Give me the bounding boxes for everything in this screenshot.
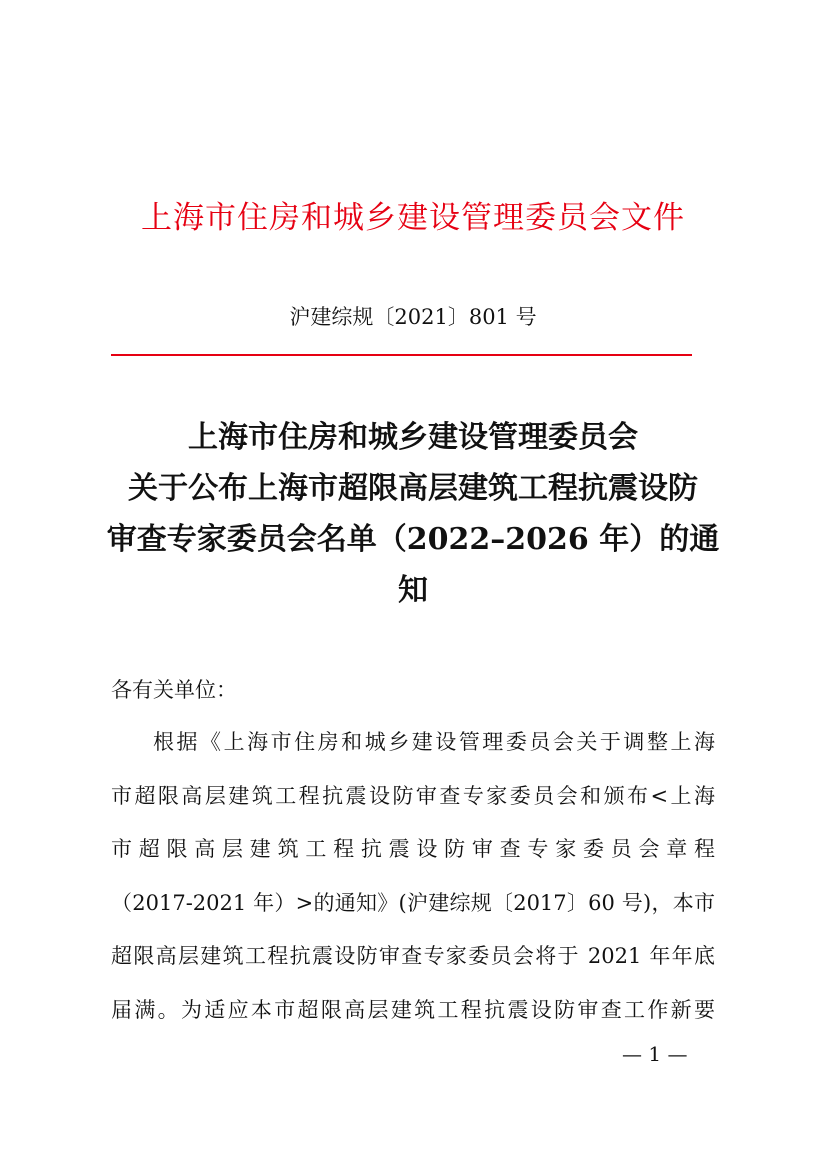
red-divider-rule <box>111 354 692 356</box>
document-title <box>100 412 726 616</box>
salutation: 各有关单位： <box>111 678 237 702</box>
body-line: 市超限高层建筑工程抗震设防审查专家委员会章程 <box>111 837 715 861</box>
title-line: 关于公布上海市超限高层建筑工程抗震设防 <box>128 471 698 506</box>
title-line: 审查专家委员会名单（2022–2026 年）的通 <box>106 522 720 557</box>
title-line: 知 <box>398 573 428 608</box>
document-number: 沪建综规〔2021〕801 号 <box>289 305 537 329</box>
body-line: 届满。为适应本市超限高层建筑工程抗震设防审查工作新要 <box>111 997 715 1022</box>
title-line: 上海市住房和城乡建设管理委员会 <box>188 420 638 455</box>
body-line: 市超限高层建筑工程抗震设防审查专家委员会和颁布<上海 <box>111 783 715 808</box>
body-line: 根据《上海市住房和城乡建设管理委员会关于调整上海 <box>153 730 715 754</box>
page-number-text: — 1 — <box>622 1042 688 1066</box>
body-line: （2017-2021 年）>的通知》(沪建综规〔2017〕60 号)，本市 <box>111 890 715 915</box>
issuer-header: 上海市住房和城乡建设管理委员会文件 <box>141 200 685 236</box>
body-paragraph <box>111 727 715 1048</box>
body-line: 超限高层建筑工程抗震设防审查专家委员会将于 2021 年年底 <box>111 944 715 968</box>
